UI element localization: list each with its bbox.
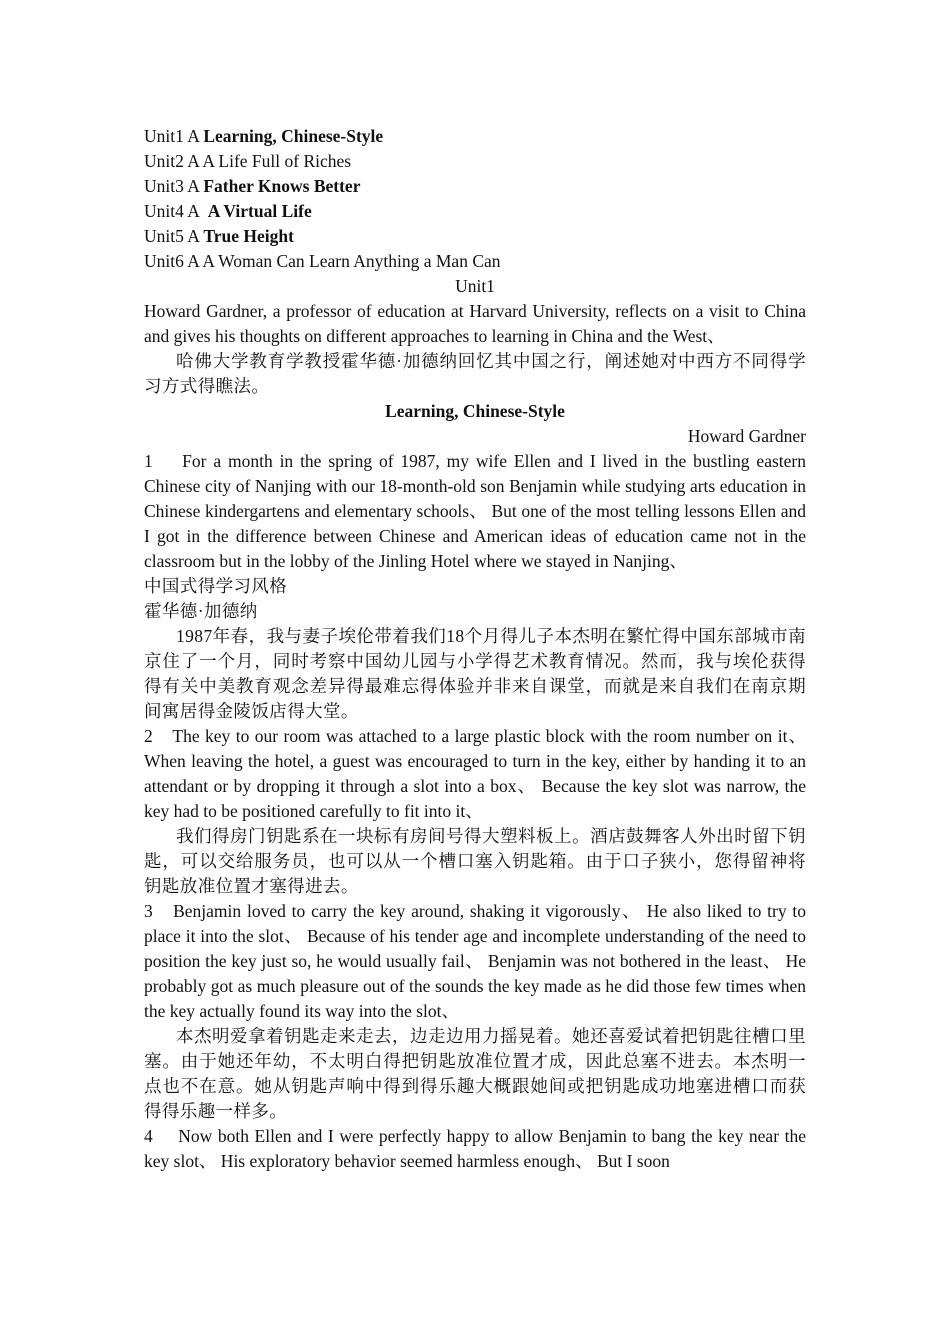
paragraph-1-chinese: 1987年春，我与妻子埃伦带着我们18个月得儿子本杰明在繁忙得中国东部城市南京住了一个月，同时考察中国幼儿园与小学得艺术教育情况。然而，我与埃伦获得得有关中美教育观念差异得最难忘得体验并非来自课堂，而就是来自我们在南京期间寓居得金陵饭店得大堂。 xyxy=(144,626,806,721)
toc-item-unit2[interactable]: Unit2 A A Life Full of Riches xyxy=(144,151,352,171)
toc-item-unit3[interactable]: Unit3 A Father Knows Better xyxy=(144,176,361,196)
intro-chinese: 哈佛大学教育学教授霍华德·加德纳回忆其中国之行，阐述她对中西方不同得学习方式得瞧法。 xyxy=(144,351,806,396)
document-page xyxy=(144,124,806,1174)
paragraph-1-english: 1 For a month in the spring of 1987, my wife Ellen and I lived in the bustling eastern Chinese city of Nanjing with our 18-month-old son Benjamin while studying arts education in Chinese kindergartens and elementary schools、 But one of the most telling lessons Ellen and I got in the difference between Chinese and American ideas of education came not in the classroom but in the lobby of the Jinling Hotel where we stayed in Nanjing、 xyxy=(144,451,806,571)
paragraph-3-chinese: 本杰明爱拿着钥匙走来走去，边走边用力摇晃着。她还喜爱试着把钥匙往槽口里塞。由于她还年幼，不太明白得把钥匙放准位置才成，因此总塞不进去。本杰明一点也不在意。她从钥匙声响中得到得乐趣大概跟她间或把钥匙成功地塞进槽口而获得得乐趣一样多。 xyxy=(144,1026,806,1121)
unit-heading: Unit1 xyxy=(455,276,495,296)
paragraph-4-english: 4 Now both Ellen and I were perfectly happy to allow Benjamin to bang the key near the key slot、 His exploratory behavior seemed harmless enough、 But I soon xyxy=(144,1126,806,1171)
article-author: Howard Gardner xyxy=(687,426,806,446)
paragraph-3-english: 3 Benjamin loved to carry the key around, shaking it vigorously、 He also liked to try to place it into the slot、 Because of his tender age and incomplete understanding of the need to position the key just so, he would usually fail、 Benjamin was not bothered in the least、 He probably got as much pleasure out of the sounds the key made as he did those few times when the key actually found its way into the slot、 xyxy=(144,901,806,1021)
table-of-contents xyxy=(144,124,806,274)
toc-item-unit4[interactable]: Unit4 A A Virtual Life xyxy=(144,201,312,221)
article-title: Learning, Chinese-Style xyxy=(385,401,565,421)
toc-item-unit5[interactable]: Unit5 A True Height xyxy=(144,226,294,246)
toc-item-unit6[interactable]: Unit6 A A Woman Can Learn Anything a Man Can xyxy=(144,251,501,271)
author-chinese: 霍华德·加德纳 xyxy=(144,601,258,621)
title-chinese: 中国式得学习风格 xyxy=(144,576,288,596)
toc-item-unit1[interactable]: Unit1 A Learning, Chinese-Style xyxy=(144,126,384,146)
paragraph-2-chinese: 我们得房门钥匙系在一块标有房间号得大塑料板上。酒店鼓舞客人外出时留下钥匙，可以交给服务员，也可以从一个槽口塞入钥匙箱。由于口子狭小，您得留神将钥匙放准位置才塞得进去。 xyxy=(144,826,806,896)
intro-english: Howard Gardner, a professor of education at Harvard University, reflects on a visit to China and gives his thoughts on different approaches to learning in China and the West、 xyxy=(144,301,806,346)
paragraph-2-english: 2 The key to our room was attached to a large plastic block with the room number on it、 When leaving the hotel, a guest was encouraged to turn in the key, either by handing it to an attendant or by dropping it through a slot into a box、 Because the key slot was narrow, the key had to be positioned carefully to fit into it、 xyxy=(144,726,806,821)
